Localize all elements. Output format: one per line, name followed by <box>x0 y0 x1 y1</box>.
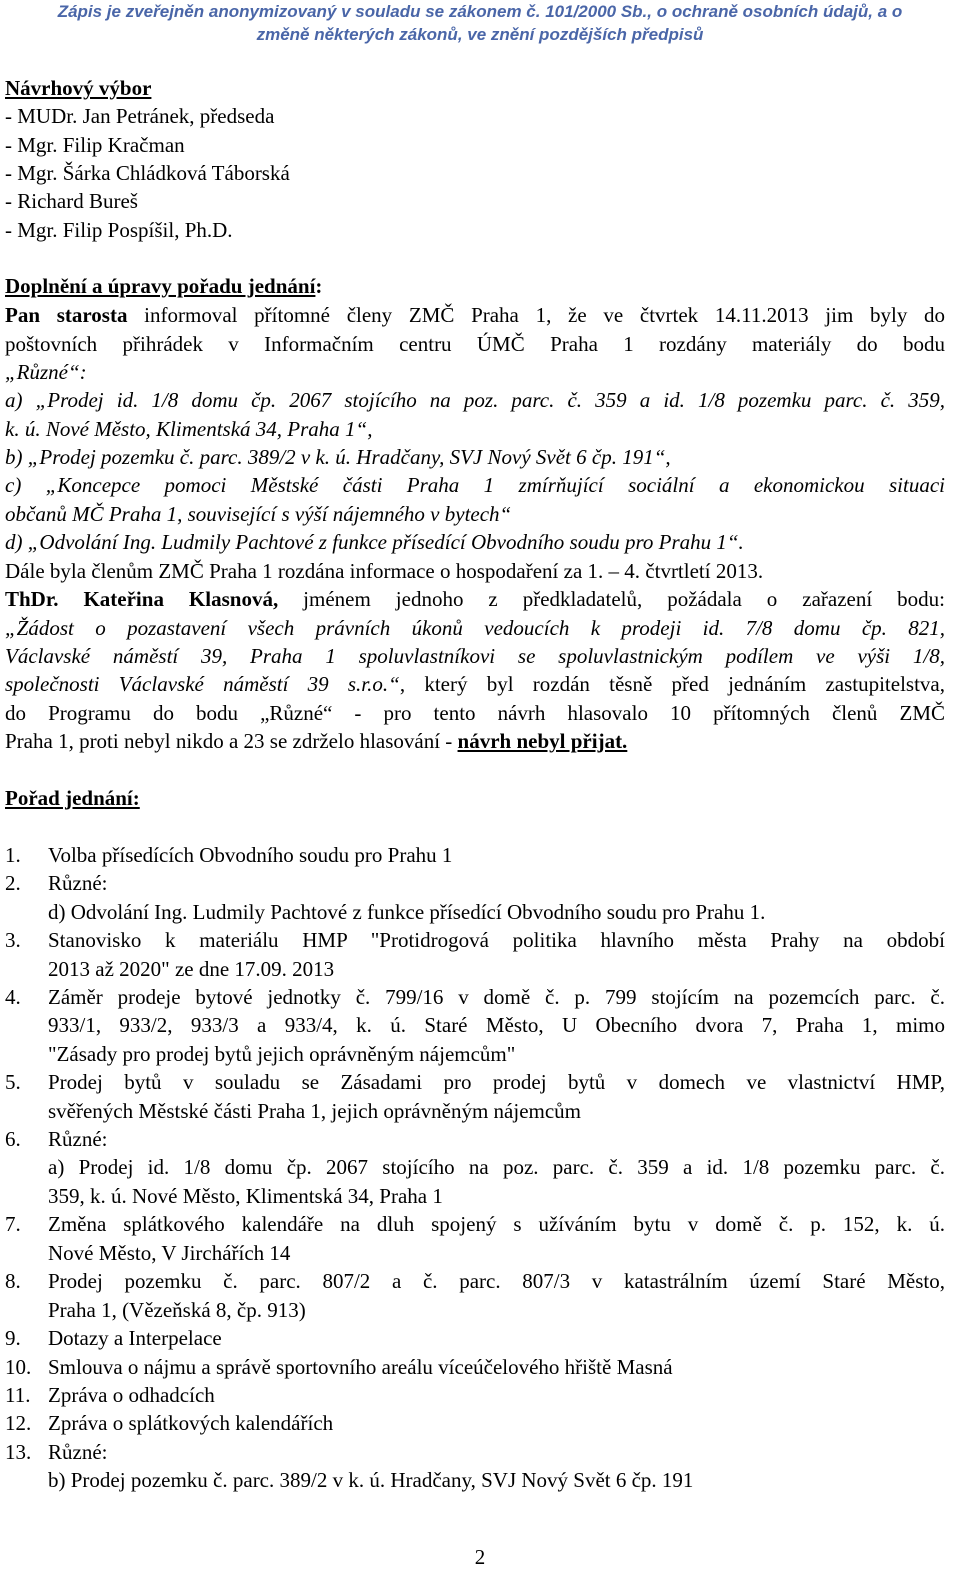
paragraph-line: Václavské náměstí 39, Praha 1 spoluvlastníkovi se spoluvlastnickým podílem ve výši 1/8, <box>5 644 945 668</box>
agenda-item-number: 6. <box>5 1127 21 1151</box>
paragraph-text: společnosti Václavské náměstí 39 s.r.o.“ <box>5 672 400 696</box>
committee-member: - MUDr. Jan Petránek, předseda <box>5 104 275 128</box>
amendments-heading-colon: : <box>315 274 323 298</box>
agenda-item-number: 1. <box>5 843 21 867</box>
agenda-item-text: a) Prodej id. 1/8 domu čp. 2067 stojícího na poz. parc. č. 359 a id. 1/8 pozemku parc. č. <box>48 1155 945 1179</box>
agenda-item-number: 10. <box>5 1355 32 1379</box>
agenda-item-text: 933/1, 933/2, 933/3 a 933/4, k. ú. Staré Město, U Obecního dvora 7, Praha 1, mimo <box>48 1013 945 1037</box>
agenda-item-text: Záměr prodeje bytové jednotky č. 799/16 v domě č. p. 799 stojícím na pozemcích parc. č. <box>48 985 945 1009</box>
material-item-a-cont: k. ú. Nové Město, Klimentská 34, Praha 1“, <box>5 417 373 441</box>
agenda-item-text: Prodej bytů v souladu se Zásadami pro prodej bytů v domech ve vlastnictví HMP, <box>48 1070 945 1094</box>
agenda-item-text: Volba přísedících Obvodního soudu pro Prahu 1 <box>48 843 453 867</box>
agenda-item-text: Změna splátkového kalendáře na dluh spojený s užíváním bytu v domě č. p. 152, k. ú. <box>48 1212 945 1236</box>
agenda-item-text: Různé: <box>48 871 108 895</box>
paragraph-text: jménem jednoho z předkladatelů, požádala o zařazení bodu: <box>278 587 946 611</box>
agenda-item-number: 2. <box>5 871 21 895</box>
agenda-item-number: 5. <box>5 1070 21 1094</box>
agenda-item-number: 3. <box>5 928 21 952</box>
paragraph-text: Praha 1, proti nebyl nikdo a 23 se zdrželo hlasování - <box>5 729 458 753</box>
agenda-item-number: 7. <box>5 1212 21 1236</box>
paragraph-line <box>5 301 945 329</box>
agenda-item-text: "Zásady pro prodej bytů jejich oprávněným nájemcům" <box>48 1042 516 1066</box>
speaker-name: ThDr. Kateřina Klasnová, <box>5 587 279 611</box>
agenda-item-text: Prodej pozemku č. parc. 807/2 a č. parc. 807/3 v katastrálním území Staré Město, <box>48 1269 945 1293</box>
agenda-item-text: Různé: <box>48 1127 108 1151</box>
paragraph-line <box>5 727 627 755</box>
paragraph-line <box>5 585 945 613</box>
agenda-item-text: Dotazy a Interpelace <box>48 1326 222 1350</box>
paragraph-line: do Programu do bodu „Různé“ - pro tento návrh hlasovalo 10 přítomných členů ZMČ <box>5 701 945 725</box>
paragraph-text: , který byl rozdán těsně před jednáním zastupitelstva, <box>399 672 945 696</box>
amendments-heading <box>5 272 322 300</box>
paragraph-text: informoval přítomné členy ZMČ Praha 1, že ve čtvrtek 14.11.2013 jim byly do <box>127 303 946 327</box>
anonymization-notice-line2: změně některých zákonů, ve znění pozdějších předpisů <box>256 25 704 44</box>
agenda-item-text: Zpráva o odhadcích <box>48 1383 215 1407</box>
agenda-item-number: 12. <box>5 1411 32 1435</box>
agenda-item-text: Zpráva o splátkových kalendářích <box>48 1411 334 1435</box>
vote-result: návrh nebyl přijat. <box>457 729 628 753</box>
material-item-d: d) „Odvolání Ing. Ludmily Pachtové z funkce přísedící Obvodního soudu pro Prahu 1“. <box>5 530 744 554</box>
material-item-b: b) „Prodej pozemku č. parc. 389/2 v k. ú. Hradčany, SVJ Nový Svět 6 čp. 191“, <box>5 445 671 469</box>
material-item-c: c) „Koncepce pomoci Městské části Praha 1 zmírňující sociální a ekonomickou situaci <box>5 473 945 497</box>
anonymization-notice-line1: Zápis je zveřejněn anonymizovaný v souladu se zákonem č. 101/2000 Sb., o ochraně osobních údajů, a o <box>57 2 903 21</box>
agenda-item-text: 2013 až 2020" ze dne 17.09. 2013 <box>48 957 335 981</box>
amendments-heading-text: Doplnění a úpravy pořadu jednání <box>5 274 316 298</box>
speaker-name: Pan starosta <box>5 303 128 327</box>
agenda-item-number: 4. <box>5 985 21 1009</box>
committee-member: - Mgr. Šárka Chládková Táborská <box>5 161 290 185</box>
paragraph-line <box>5 670 945 698</box>
material-item-c-cont: občanů MČ Praha 1, související s výší nájemného v bytech“ <box>5 502 512 526</box>
agenda-item-text: d) Odvolání Ing. Ludmily Pachtové z funkce přísedící Obvodního soudu pro Prahu 1. <box>48 900 766 924</box>
paragraph-line: „Různé“: <box>5 360 87 384</box>
agenda-item-text: Různé: <box>48 1440 108 1464</box>
material-item-a: a) „Prodej id. 1/8 domu čp. 2067 stojícího na poz. parc. č. 359 a id. 1/8 pozemku parc. č. 359, <box>5 388 945 412</box>
agenda-item-text: Smlouva o nájmu a správě sportovního areálu víceúčelového hřiště Masná <box>48 1355 673 1379</box>
agenda-item-number: 9. <box>5 1326 21 1350</box>
paragraph-line: poštovních přihrádek v Informačním centru ÚMČ Praha 1 rozdány materiály do bodu <box>5 332 945 356</box>
agenda-item-text: Praha 1, (Vězeňská 8, čp. 913) <box>48 1298 306 1322</box>
committee-heading: Návrhový výbor <box>5 76 152 100</box>
committee-member: - Mgr. Filip Kračman <box>5 133 185 157</box>
agenda-item-number: 13. <box>5 1440 32 1464</box>
agenda-item-text: Nové Město, V Jirchářích 14 <box>48 1241 291 1265</box>
paragraph-line: Dále byla členům ZMČ Praha 1 rozdána informace o hospodaření za 1. – 4. čtvrtletí 2013. <box>5 559 764 583</box>
agenda-item-text: svěřených Městské části Praha 1, jejich oprávněným nájemcům <box>48 1099 581 1123</box>
agenda-item-text: Stanovisko k materiálu HMP "Protidrogová politika hlavního města Prahy na období <box>48 928 945 952</box>
committee-member: - Mgr. Filip Pospíšil, Ph.D. <box>5 218 233 242</box>
agenda-item-text: b) Prodej pozemku č. parc. 389/2 v k. ú. Hradčany, SVJ Nový Svět 6 čp. 191 <box>48 1468 694 1492</box>
agenda-heading: Pořad jednání: <box>5 786 140 810</box>
paragraph-line: „Žádost o pozastavení všech právních úkonů vedoucích k prodeji id. 7/8 domu čp. 821, <box>5 616 945 640</box>
agenda-item-text: 359, k. ú. Nové Město, Klimentská 34, Praha 1 <box>48 1184 443 1208</box>
page-number: 2 <box>474 1545 486 1569</box>
agenda-item-number: 11. <box>5 1383 31 1407</box>
committee-member: - Richard Bureš <box>5 189 138 213</box>
agenda-item-number: 8. <box>5 1269 21 1293</box>
